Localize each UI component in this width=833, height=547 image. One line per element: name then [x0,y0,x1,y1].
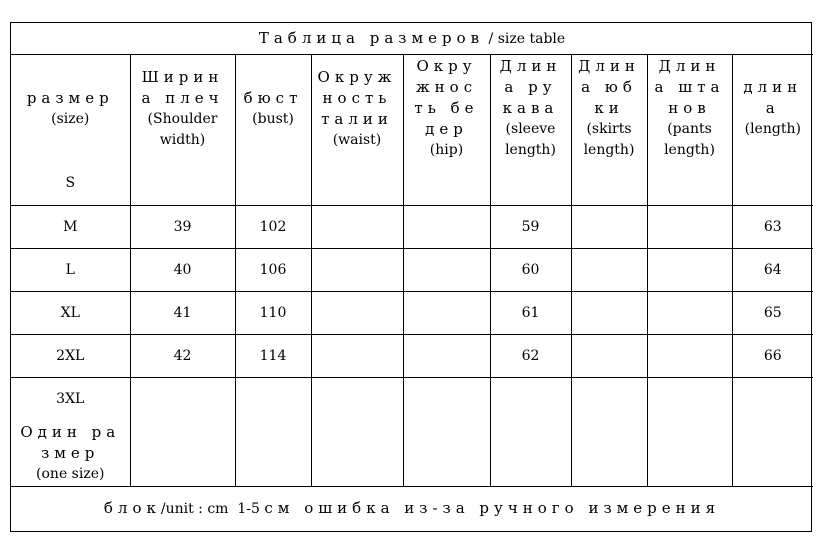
cell-waist [311,163,403,206]
table-cell [235,421,311,487]
size-label: 2XL [11,335,130,378]
header-bust [235,55,311,163]
one-size-row [11,421,813,487]
header-sleeve-ru-line: а ру [504,78,557,97]
cell-length: 64 [732,249,813,292]
table-body [11,163,813,421]
one-size-en-line: (one size) [36,466,105,483]
table-title [11,23,813,55]
size-label: XL [11,292,130,335]
cell-skirts [571,249,647,292]
footer-unit: /unit : cm [160,501,229,518]
header-sleeve [490,55,571,163]
header-hip-ru-line: Окру [416,57,477,76]
cell-shoulder: 39 [130,206,235,249]
header-pants-en-line: (pants [667,121,712,138]
header-skirts-ru-line: ки [594,99,624,118]
cell-shoulder: 40 [130,249,235,292]
header-waist-ru-line: Окруж [317,67,397,86]
header-length-ru-line: длин [743,78,803,97]
cell-bust: 102 [235,206,311,249]
header-sleeve-en-line: (sleeve [505,121,556,138]
cell-pants [647,249,732,292]
header-pants-en-line: length) [664,142,715,159]
header-waist [311,55,403,163]
header-skirts [571,55,647,163]
cell-waist [311,378,403,421]
cell-hip [403,292,490,335]
measurement-note [11,487,813,531]
header-skirts-ru-line: Длин [578,57,640,76]
header-waist-en-line: (waist) [332,131,382,148]
footer-row [11,487,813,531]
cell-length: 63 [732,206,813,249]
header-bust-ru-line: бюст [243,88,303,107]
header-row [11,55,813,163]
cell-pants [647,163,732,206]
cell-pants [647,206,732,249]
cell-skirts [571,378,647,421]
size-label: L [11,249,130,292]
cell-bust [235,163,311,206]
cell-hip [403,163,490,206]
table-row [11,335,813,378]
header-shoulder-ru-line: а плеч [141,88,224,107]
cell-skirts [571,163,647,206]
cell-sleeve: 62 [490,335,571,378]
header-hip-ru-line: ть бе [414,99,479,118]
cell-sleeve [490,163,571,206]
header-hip-en-line: (hip) [429,142,464,159]
cell-pants [647,335,732,378]
table-row [11,249,813,292]
table-cell [571,421,647,487]
footer-note: см ошибка из-за ручного измерения [264,499,721,518]
cell-pants [647,378,732,421]
table-row [11,163,813,206]
table-cell [311,421,403,487]
header-shoulder [130,55,235,163]
size-label: S [11,163,130,206]
header-shoulder-ru-line: Ширин [141,67,224,86]
title-en: / size table [488,30,566,47]
header-shoulder-en-line: (Shoulder [147,110,218,127]
header-skirts-ru-line: а юб [581,78,637,97]
cell-waist [311,292,403,335]
header-sleeve-ru-line: Длин [499,57,562,76]
footer-range: 1-5 [237,501,260,518]
footer-ru-prefix: блок [103,499,161,518]
table-row [11,378,813,421]
cell-length: 66 [732,335,813,378]
one-size-ru-line: змер [41,444,100,463]
table-cell [403,421,490,487]
cell-shoulder [130,163,235,206]
header-hip [403,55,490,163]
cell-hip [403,378,490,421]
table-cell [130,421,235,487]
cell-bust: 114 [235,335,311,378]
cell-sleeve: 61 [490,292,571,335]
header-sleeve-en-line: length) [505,142,556,159]
header-pants [647,55,732,163]
cell-bust: 110 [235,292,311,335]
table-cell [732,421,813,487]
header-length-ru-line: а [765,99,780,118]
cell-length [732,163,813,206]
header-size-ru-line: размер [26,88,114,107]
header-waist-ru-line: талии [321,109,393,128]
one-size-label [11,421,130,487]
header-size-en-line: (size) [51,110,90,127]
header-skirts-en-line: (skirts [586,121,632,138]
header-sleeve-ru-line: кава [502,99,559,118]
cell-skirts [571,335,647,378]
cell-bust: 106 [235,249,311,292]
cell-waist [311,249,403,292]
cell-hip [403,249,490,292]
cell-length: 65 [732,292,813,335]
header-pants-ru-line: а шта [654,78,725,97]
cell-shoulder [130,378,235,421]
cell-skirts [571,206,647,249]
cell-sleeve: 59 [490,206,571,249]
header-shoulder-en-line: width) [159,131,206,148]
cell-hip [403,206,490,249]
table-cell [490,421,571,487]
cell-skirts [571,292,647,335]
cell-sleeve [490,378,571,421]
header-pants-ru-line: Длин [658,57,721,76]
header-length-en-line: (length) [744,121,801,138]
cell-length [732,378,813,421]
header-length [732,55,813,163]
table-row [11,292,813,335]
header-bust-en-line: (bust) [252,110,294,127]
cell-hip [403,335,490,378]
header-hip-ru-line: дер [425,120,468,139]
size-label: 3XL [11,378,130,421]
header-skirts-en-line: length) [583,142,635,159]
size-table [11,23,813,531]
cell-bust [235,378,311,421]
cell-waist [311,206,403,249]
size-chart [10,22,812,532]
header-pants-ru-line: нов [668,99,711,118]
table-row [11,206,813,249]
cell-shoulder: 42 [130,335,235,378]
header-waist-ru-line: ность [322,88,392,107]
table-cell [647,421,732,487]
header-size [11,55,130,163]
title-ru: Таблица размеров [258,28,485,47]
one-size-ru-line: Один ра [20,423,121,442]
cell-pants [647,292,732,335]
cell-waist [311,335,403,378]
cell-sleeve: 60 [490,249,571,292]
title-row [11,23,813,55]
cell-shoulder: 41 [130,292,235,335]
header-hip-ru-line: жнос [415,78,478,97]
size-label: M [11,206,130,249]
